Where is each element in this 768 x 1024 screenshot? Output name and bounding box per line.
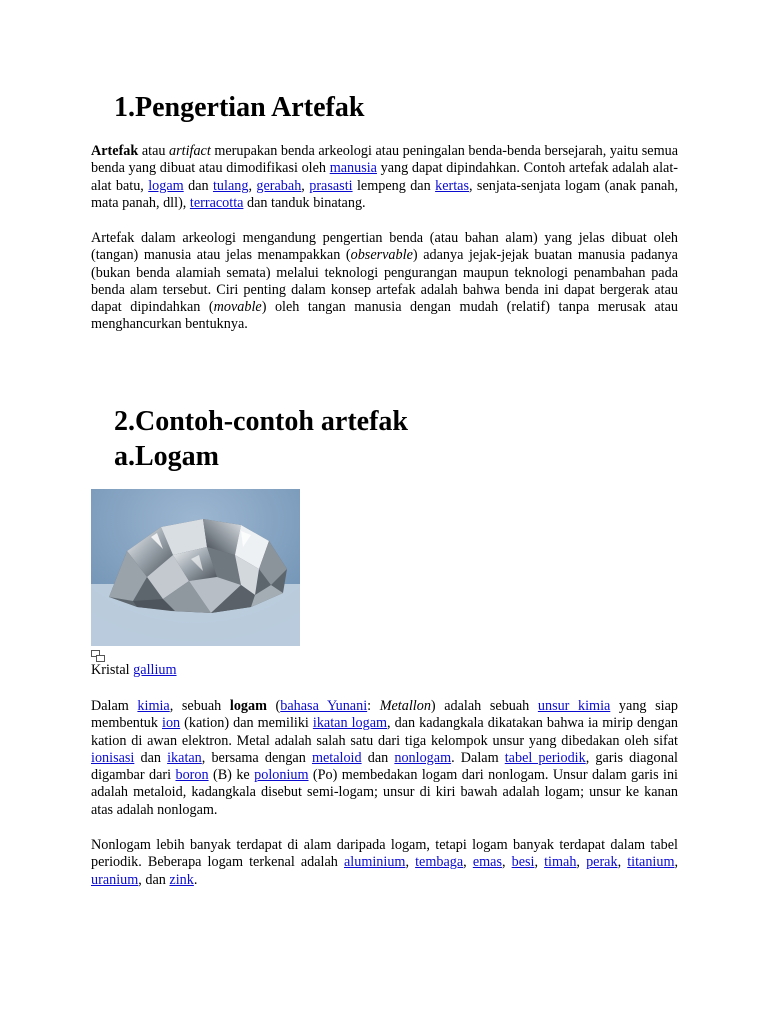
text: dan	[361, 749, 395, 766]
text: (Po) membedakan logam dari nonlogam. Unsur dalam garis ini adalah metaloid, kadangkala disebut semi-logam; unsur di kiri bawah adalah logam; unsur ke kanan atas adalah nonlogam.	[91, 767, 678, 818]
link-manusia[interactable]: manusia	[329, 160, 377, 177]
text: ,	[501, 854, 512, 871]
link-prasasti[interactable]: prasasti	[309, 177, 353, 194]
text: , dan kadangkala dikatakan bahwa ia mirip dengan kation di awan elektron. Metal adalah salah satu dari tiga kelompok unsur yang dibedakan oleh sifat	[91, 715, 678, 749]
heading-logam: a.Logam	[114, 441, 219, 472]
link-logam[interactable]: logam	[148, 177, 184, 194]
text: , senjata-senjata logam (anak panah, mata panah, dll),	[91, 177, 678, 211]
link-metaloid[interactable]: metaloid	[311, 749, 362, 766]
text: ,	[617, 854, 628, 871]
link-timah[interactable]: timah	[544, 854, 577, 871]
text: dan tanduk binatang.	[243, 194, 366, 211]
text: (B) ke	[208, 767, 255, 784]
text: dan	[134, 749, 168, 766]
text: ,	[576, 854, 587, 871]
bold-term: logam	[229, 698, 267, 714]
text: Nonlogam lebih banyak terdapat di alam daripada logam, tetapi logam banyak terdapat dalam tabel periodik. Beberapa logam terkenal adalah	[91, 837, 678, 871]
text: yang dapat dipindahkan. Contoh artefak adalah alat-alat batu,	[91, 160, 678, 194]
text: ) oleh tangan manusia dengan mudah (relatif) tanpa merusak atau menghancurkan bentuknya.	[91, 299, 678, 333]
link-ikatan[interactable]: ikatan	[167, 749, 202, 766]
text: (	[266, 698, 281, 714]
link-gallium[interactable]: gallium	[133, 662, 177, 678]
image-caption	[91, 662, 177, 679]
text: , sebuah	[169, 698, 230, 714]
text: , dan	[138, 871, 170, 888]
text: ) adanya jejak-jejak buatan manusia padanya (bukan benda alamiah semata) melalui teknologi pengurangan maupun teknologi penambahan pada benda alam tersebut. Ciri penting dalam konsep artefak adalah bahwa benda ini dapat bergerak atau dapat dipindahkan (	[91, 247, 678, 316]
gallium-crystal-illustration	[91, 489, 300, 646]
link-uranium[interactable]: uranium	[91, 871, 139, 888]
link-bahasa-yunani[interactable]: bahasa Yunani	[280, 698, 368, 714]
link-zink[interactable]: zink	[169, 871, 194, 888]
italic-term: Metallon	[379, 698, 431, 714]
text: (kation) dan memiliki	[180, 715, 313, 732]
link-tabel-periodik[interactable]: tabel periodik	[504, 749, 586, 766]
text: ,	[301, 177, 310, 194]
text: atau	[138, 143, 170, 159]
caption-text: Kristal	[91, 662, 134, 678]
italic-term: movable	[213, 299, 262, 316]
text: . Dalam	[451, 749, 505, 766]
text: ) adalah sebuah	[430, 698, 538, 714]
text: dan	[183, 177, 213, 194]
italic-term: observable	[350, 247, 413, 264]
paragraph-logam-kimia	[91, 698, 678, 819]
link-emas[interactable]: emas	[472, 854, 502, 871]
text: , garis diagonal digambar dari	[91, 749, 678, 784]
paragraph-nonlogam	[91, 837, 678, 889]
paragraph-artefak-arkeologi	[91, 230, 678, 334]
text: ,	[674, 854, 679, 871]
link-nonlogam[interactable]: nonlogam	[394, 749, 452, 766]
text: ,	[463, 854, 473, 871]
text: ,	[248, 177, 257, 194]
text: Dalam	[91, 698, 138, 714]
link-unsur-kimia[interactable]: unsur kimia	[537, 698, 611, 714]
link-kimia[interactable]: kimia	[137, 698, 170, 714]
italic-term: artifact	[169, 143, 211, 159]
link-boron[interactable]: boron	[175, 767, 209, 784]
link-titanium[interactable]: titanium	[627, 854, 675, 871]
heading-pengertian-artefak: 1.Pengertian Artefak	[114, 92, 365, 123]
bold-term: Artefak	[91, 143, 139, 159]
text: lempeng dan	[352, 177, 436, 194]
gallium-crystal-image[interactable]	[91, 489, 300, 646]
text: yang siap membentuk	[91, 698, 678, 732]
link-aluminium[interactable]: aluminium	[343, 854, 406, 871]
link-gerabah[interactable]: gerabah	[256, 177, 302, 194]
link-perak[interactable]: perak	[586, 854, 618, 871]
text: .	[193, 871, 198, 888]
link-ionisasi[interactable]: ionisasi	[91, 749, 135, 766]
link-terracotta[interactable]: terracotta	[189, 194, 244, 211]
link-ion[interactable]: ion	[162, 715, 181, 732]
link-polonium[interactable]: polonium	[254, 767, 309, 784]
text: , bersama dengan	[201, 749, 312, 766]
text: Artefak dalam arkeologi mengandung pengertian benda (atau bahan alam) yang jelas dibuat oleh (tangan) manusia atau jelas menampakkan (	[91, 230, 678, 264]
heading-contoh-artefak: 2.Contoh-contoh artefak	[114, 406, 408, 437]
text: ,	[405, 854, 416, 871]
text: merupakan benda arkeologi atau peningalan benda-benda bersejarah, yaitu semua benda yang dibuat atau dimodifikasi oleh	[91, 143, 678, 177]
link-tembaga[interactable]: tembaga	[415, 854, 464, 871]
link-ikatan-logam[interactable]: ikatan logam	[312, 715, 388, 732]
paragraph-definisi-artefak	[91, 143, 678, 212]
enlarge-icon[interactable]	[91, 650, 105, 662]
link-tulang[interactable]: tulang	[212, 177, 249, 194]
link-kertas[interactable]: kertas	[435, 177, 469, 194]
text: :	[367, 698, 380, 714]
link-besi[interactable]: besi	[511, 854, 535, 871]
text: ,	[534, 854, 545, 871]
